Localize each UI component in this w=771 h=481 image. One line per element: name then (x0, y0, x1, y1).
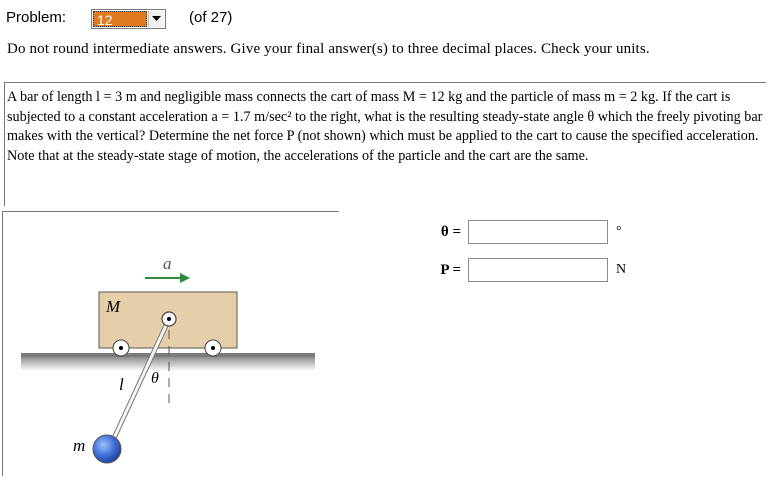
theta-label: θ = (440, 223, 461, 240)
label-m: m (73, 436, 86, 455)
statement-note: Note that at the steady-state stage of motion, the accelerations of the particle and the cart are the same. (7, 147, 589, 164)
particle (93, 435, 121, 463)
theta-input[interactable] (468, 220, 608, 244)
force-unit: N (616, 262, 627, 277)
chevron-down-icon[interactable] (148, 11, 164, 27)
acceleration-arrowhead (180, 273, 190, 283)
answer-row-theta (425, 219, 622, 245)
label-a: a (163, 254, 172, 273)
right-wheel-hub (211, 346, 215, 350)
answer-row-force (425, 257, 626, 283)
left-wheel-hub (119, 346, 123, 350)
statement-paragraph: A bar of length l = 3 m and negligible mass connects the cart of mass M = 12 kg and the particle of mass m = 2 kg. If the cart is subjected to a constant acceleration a = 1.7 m/sec² to the right, what is the resulting steady-state angle θ which the freely pivoting bar makes with the vertical? Determine the net force P (not shown) which must be applied to the cart to cause the specified acceleration. (7, 89, 763, 144)
problem-count: (of 27) (189, 9, 233, 26)
problem-label: Problem: (6, 9, 67, 26)
theta-unit: ° (616, 224, 622, 239)
label-theta: θ (151, 370, 159, 387)
ground (21, 353, 315, 357)
physics-diagram (3, 212, 339, 476)
figure-frame (2, 211, 339, 476)
force-input[interactable] (468, 258, 608, 282)
label-M: M (106, 297, 121, 316)
force-label: P = (440, 261, 461, 278)
pivot-center (167, 317, 171, 321)
label-l: l (119, 375, 124, 394)
problem-select-value: 12 (93, 11, 147, 27)
instructions-text: Do not round intermediate answers. Give your final answer(s) to three decimal places. Check your units. (7, 41, 650, 57)
problem-select[interactable] (91, 9, 166, 29)
ground-shade (21, 357, 315, 371)
problem-statement (4, 82, 766, 206)
